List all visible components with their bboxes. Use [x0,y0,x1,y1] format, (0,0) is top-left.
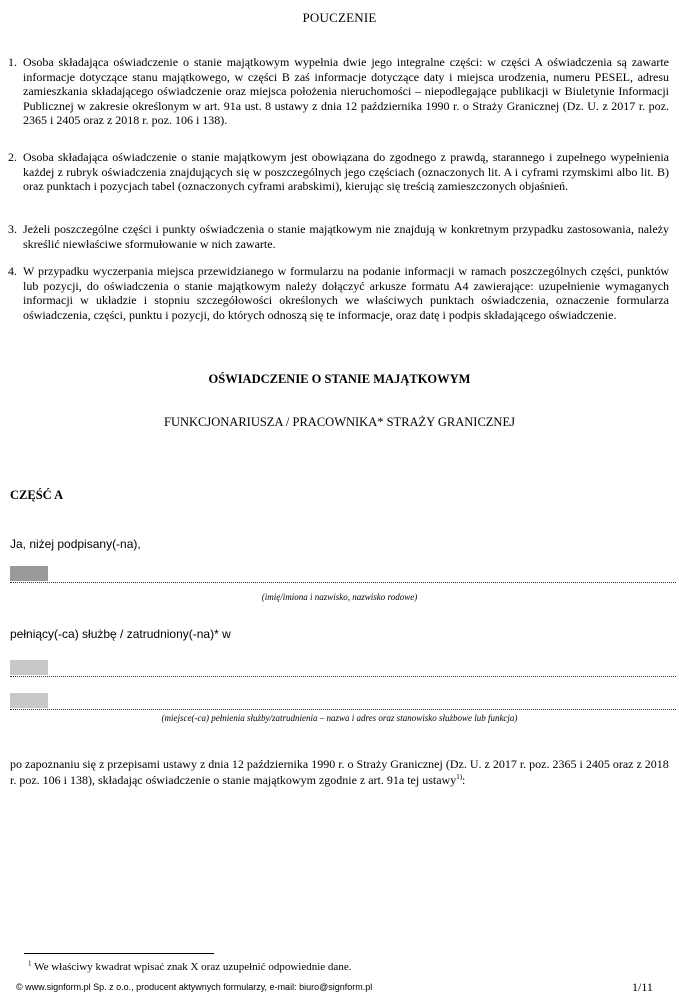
instruction-text: Osoba składająca oświadczenie o stanie majątkowym wypełnia dwie jego integralne części: w części A oświadczenia są zawarte informacje dotyczące stanu majątkowego, w części B zaś informacje dotyczące daty i miejsca urodzenia, numeru PESEL, adresu zamieszkania składającego oświadczenie oraz miejsca położenia nieruchomości – niepodlegające publikacji w Biuletynie Informacji Publicznej w zakresie określonym w art. 91a ust. 8 ustawy z dnia 12 października 1990 r. o Straży Granicznej (Dz. U. z 2017 r. poz. 2365 i 2405 oraz z 2018 r. poz. 106 i 138). [23,55,669,128]
instruction-number: 4. [8,264,17,278]
statement-paragraph [10,756,670,788]
service-label-text: pełniący(-ca) służbę / zatrudniony(-na) [10,627,215,641]
footnote-mark: 1 [28,959,32,968]
name-caption: (imię/imiona i nazwisko, nazwisko rodowe) [261,592,418,602]
instruction-item [8,55,669,128]
place-dotted-line-1 [10,676,676,677]
declaration-subtitle: FUNKCJONARIUSZA / PRACOWNIKA* STRAŻY GRANICZNEJ [164,415,515,429]
page-number: 1/11 [632,980,653,994]
instruction-item [8,222,669,251]
footnote-text: We właściwy kwadrat wpisać znak X oraz uzupełnić odpowiednie dane. [34,961,352,973]
section-heading-part-a: CZĘŚĆ A [10,488,64,502]
instruction-number: 1. [8,55,17,69]
statement-text: po zapoznaniu się z przepisami ustawy z dnia 12 października 1990 r. o Straży Granicznej (Dz. U. z 2017 r. poz. 2365 i 2405 oraz z 2018 r. poz. 106 i 138), składając oświadczenie o stanie majątkowym zgodnie z art. 91a tej ustawy [10,757,669,787]
instruction-text: Osoba składająca oświadczenie o stanie majątkowym jest obowiązana do zgodnego z prawdą, starannego i zupełnego wypełnienia każdej z rubryk oświadczenia znajdujących się w poszczególnych jego częściach (oznaczonych lit. A i cyframi rzymskimi albo lit. B) oraz punktach i pozycjach tabel (oznaczonych cyframi arabskimi), kierując się treścią zamieszczonych objaśnień. [23,150,669,194]
footnote-separator [24,953,214,954]
service-label [10,627,231,641]
place-dotted-line-2 [10,709,676,710]
page-title: POUCZENIE [302,10,377,25]
instruction-number: 2. [8,150,17,164]
instruction-item [8,264,669,322]
declaration-title: OŚWIADCZENIE O STANIE MAJĄTKOWYM [208,372,471,386]
footnote [28,961,351,973]
intro-label: Ja, niżej podpisany(-na), [10,537,141,551]
footer-copyright: © www.signform.pl Sp. z o.o., producent aktywnych formularzy, e-mail: biuro@signform.pl [16,982,373,992]
instruction-text: Jeżeli poszczególne części i punkty oświadczenia o stanie majątkowym nie znajdują w konkretnym przypadku zastosowania, należy skreślić niewłaściwe sformułowanie w nich zawarte. [23,222,669,251]
instruction-item [8,150,669,194]
instruction-number: 3. [8,222,17,236]
service-label-suffix: * w [214,627,231,641]
name-dotted-line [10,582,676,583]
name-input-field[interactable] [10,566,48,581]
place-caption: (miejsce(-ca) pełnienia służby/zatrudnienia – nazwa i adres oraz stanowisko służbowe lub funkcja) [161,713,518,723]
statement-end: : [462,773,466,787]
footnote-ref: 1) [456,773,463,781]
place-input-field-1[interactable] [10,660,48,675]
place-input-field-2[interactable] [10,693,48,708]
instruction-text: W przypadku wyczerpania miejsca przewidzianego w formularzu na podanie informacji w ramach poszczególnych części, punktów lub pozycji, do oświadczenia o stanie majątkowym należy dołączyć arkusze formatu A4 zawierające: uzupełnienie wymaganych informacji w układzie i stopniu szczegółowości określonych we właściwych punktach oświadczenia, oznaczenie formularza oświadczenia, części, punktu i pozycji, do których odnoszą się te informacje, oraz datę i podpis składającego oświadczenie. [23,264,669,322]
